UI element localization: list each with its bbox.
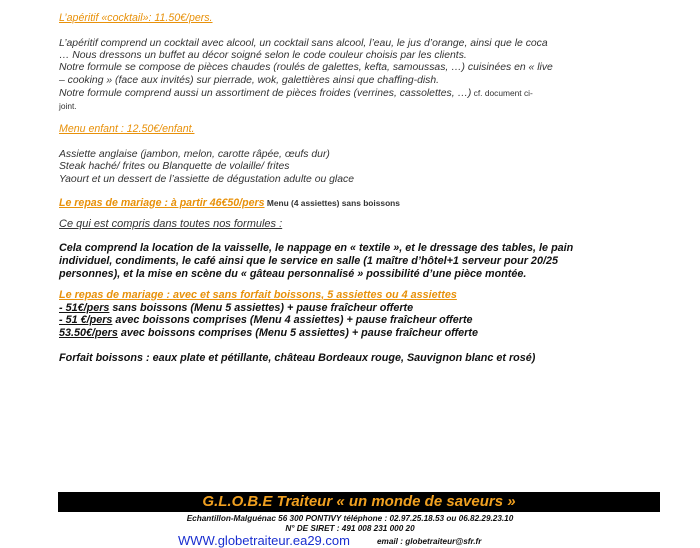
menu-enfant-title: Menu enfant : 12.50€/enfant. bbox=[59, 123, 195, 136]
aperitif-line: – cooking » (face aux invités) sur pierrade, wok, galettières ainsi que chaffing-dish. bbox=[59, 74, 440, 86]
aperitif-line-text: Notre formule comprend aussi un assortiment de pièces froides (verrines, cassolettes, …) bbox=[59, 87, 472, 99]
menu-enfant-line: Steak haché/ frites ou Blanquette de volaille/ frites bbox=[59, 161, 290, 173]
aperitif-line: … Nous dressons un buffet au décor soigné selon le code couleur choisis par les clients. bbox=[59, 50, 467, 62]
compris-line: Cela comprend la location de la vaisselle, le nappage en « textile », et le dressage des tables, le pain bbox=[59, 242, 574, 255]
compris-line: personnes), et la mise en scène du « gâteau personnalisé » possibilité d’une pièce montée. bbox=[59, 267, 527, 280]
menu-enfant-line: Assiette anglaise (jambon, melon, carotte râpée, œufs dur) bbox=[59, 149, 330, 161]
website-link[interactable]: WWW.globetraiteur.ea29.com bbox=[178, 533, 350, 548]
aperitif-line: L’apéritif comprend un cocktail avec alcool, un cocktail sans alcool, l’eau, le jus d’orange, ainsi que le coca bbox=[59, 38, 548, 49]
mariage-option bbox=[59, 314, 659, 327]
compris-title: Ce qui est compris dans toutes nos formules : bbox=[59, 218, 283, 231]
footer-email: email : globetraiteur@sfr.fr bbox=[377, 537, 482, 546]
mariage-suffix: Menu (4 assiettes) sans boissons bbox=[264, 197, 400, 208]
footer-banner: G.L.O.B.E Traiteur « un monde de saveurs » bbox=[58, 492, 660, 512]
mariage-option-text: avec boissons comprises (Menu 5 assiettes) + pause fraîcheur offerte bbox=[117, 327, 478, 340]
compris-line: individuel, condiments, le café ainsi que le service en salle (1 maître d’hôtel+1 serveur pour 20/25 bbox=[59, 255, 558, 268]
mariage-option-price: - 51€/pers bbox=[59, 301, 110, 314]
mariage-option-price: 53.50€/pers bbox=[59, 327, 118, 340]
menu-enfant-line: Yaourt et un dessert de l’assiette de dégustation adulte ou glace bbox=[59, 173, 354, 185]
aperitif-note-end: joint. bbox=[59, 101, 77, 112]
mariage-option-text: avec boissons comprises (Menu 4 assiettes) + pause fraîcheur offerte bbox=[112, 314, 473, 327]
mariage-option bbox=[59, 302, 659, 315]
document-body bbox=[59, 8, 659, 365]
mariage-option bbox=[59, 327, 659, 340]
mariage-title-line bbox=[59, 197, 659, 210]
mariage-option-price: - 51 €/pers bbox=[59, 314, 113, 327]
aperitif-line: Notre formule se compose de pièces chaudes (roulés de galettes, kefta, samoussas, …) cuisinées en « live bbox=[59, 62, 553, 74]
footer-address: Echantillon-Malguénac 56 300 PONTIVY téléphone : 02.97.25.18.53 ou 06.82.29.23.10 bbox=[186, 514, 514, 523]
footer-siret: N° DE SIRET : 491 008 231 000 20 bbox=[285, 524, 415, 533]
mariage-option-text: sans boissons (Menu 5 assiettes) + pause fraîcheur offerte bbox=[109, 301, 414, 314]
aperitif-line bbox=[59, 87, 659, 100]
mariage2-title: Le repas de mariage : avec et sans forfait boissons, 5 assiettes ou 4 assiettes bbox=[59, 288, 457, 301]
mariage-title: Le repas de mariage : à partir 46€50/pers bbox=[59, 196, 265, 209]
aperitif-note: cf. document ci- bbox=[471, 87, 533, 98]
aperitif-title: L’apéritif «cocktail»: 11.50€/pers. bbox=[59, 12, 213, 24]
forfait-boissons: Forfait boissons : eaux plate et pétillante, château Bordeaux rouge, Sauvignon blanc et rosé) bbox=[59, 352, 536, 365]
